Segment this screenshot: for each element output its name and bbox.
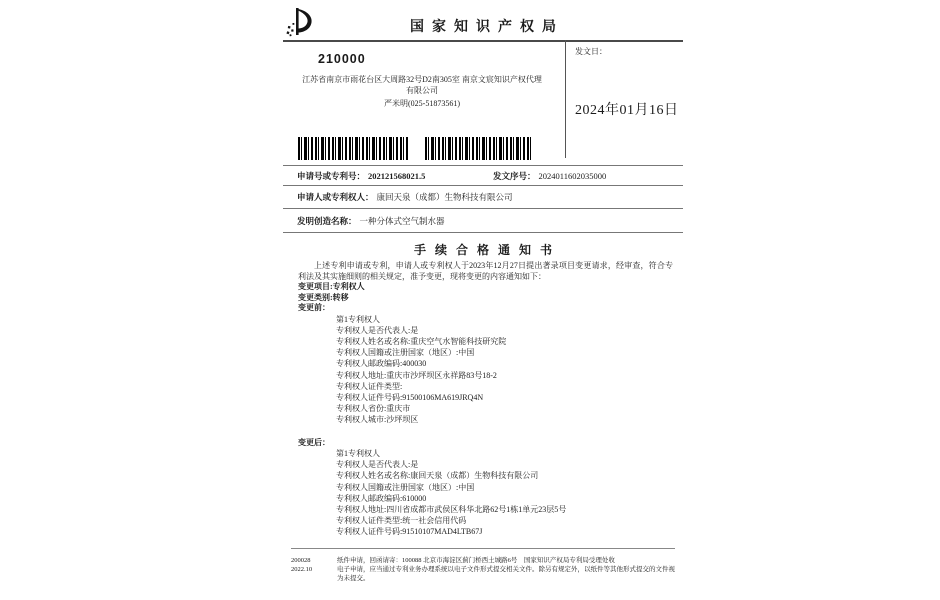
list-item: 专利权人地址:重庆市沙坪坝区永祥路83号18-2 <box>336 370 497 380</box>
list-item: 专利权人证件号码:91500106MA619JRQ4N <box>336 392 484 402</box>
list-item: 专利权人证件类型: <box>336 381 403 391</box>
document-footer <box>291 548 675 583</box>
patent-notice-document <box>283 0 683 600</box>
application-no-label: 申请号或专利号： <box>297 170 366 181</box>
recipient-address: 江苏省南京市雨花台区大周路32号D2南305室 南京文宸知识产权代理有限公司 <box>302 75 542 95</box>
form-code: 200028 <box>291 557 311 564</box>
form-date: 2022.10 <box>291 566 313 573</box>
list-item: 专利权人邮政编码:610000 <box>336 493 427 503</box>
application-no-value: 202121568021.5 <box>368 170 426 181</box>
applicant-label: 申请人或专利权人： <box>297 192 374 202</box>
applicant-value: 康回天泉（成都）生物科技有限公司 <box>376 192 513 202</box>
row-applicant <box>283 186 683 209</box>
after-change-label: 变更后： <box>298 437 330 447</box>
invention-name-label: 发明创造名称： <box>297 215 357 226</box>
list-item: 专利权人姓名或名称:重庆空气水智能科技研究院 <box>336 336 507 346</box>
dispatch-box-divider <box>565 40 566 158</box>
notice-title: 手续合格通知书 <box>413 243 561 257</box>
invention-name-value: 一种分体式空气制水器 <box>359 215 445 226</box>
body-paragraph: 上述专利申请或专利，申请人或专利权人于2023年12月27日提出著录项目变更请求，经审查，符合专利法及其实施细则的相关规定，准予变更，现将变更的内容通知如下： <box>298 261 673 281</box>
footer-line-2: 电子申请，应当通过专利业务办理系统以电子文件形式提交相关文件。除另有规定外，以纸件等其他形式提交的文件视为未提交。 <box>337 566 675 582</box>
recipient-postal-code: 210000 <box>318 52 366 66</box>
section-gap <box>298 426 673 438</box>
list-item: 专利权人姓名或名称:康回天泉（成都）生物科技有限公司 <box>336 471 539 481</box>
list-item: 第1专利权人 <box>336 449 380 459</box>
dispatch-no-label: 发文序号： <box>493 170 536 181</box>
row-application-number <box>283 165 683 186</box>
list-item: 专利权人邮政编码:400030 <box>336 359 427 369</box>
before-change-list <box>336 314 673 426</box>
barcode-application-number <box>298 137 408 160</box>
notice-body <box>298 261 673 538</box>
dispatch-date-value: 2024年01月16日 <box>575 103 679 118</box>
header-rule <box>283 40 683 42</box>
recipient-contact: 严米明(025-51873561) <box>384 99 460 108</box>
change-item-line: 变更项目:专利权人 <box>298 282 365 291</box>
list-item: 专利权人是否代表人:是 <box>336 325 419 335</box>
list-item: 专利权人省份:重庆市 <box>336 404 411 414</box>
office-name: 国家知识产权局 <box>410 20 564 35</box>
list-item: 专利权人证件号码:91510107MAD4LTB67J <box>336 527 483 537</box>
footer-instructions <box>337 556 675 583</box>
list-item: 专利权人地址:四川省成都市武侯区科华北路62号1栋1单元23层5号 <box>336 505 567 515</box>
form-code-block <box>291 556 337 583</box>
list-item: 专利权人是否代表人:是 <box>336 460 419 470</box>
recipient-block <box>283 52 561 109</box>
dispatch-date-label: 发文日： <box>575 47 607 56</box>
list-item: 专利权人城市:沙坪坝区 <box>336 415 419 425</box>
dispatch-no-value: 2024011602035000 <box>538 170 607 181</box>
barcode-dispatch-number <box>425 137 533 160</box>
footer-line-1: 纸件申请，回函请寄：100088 北京市海淀区蓟门桥西土城路6号 国家知识产权局专利局受理处收 <box>337 557 615 564</box>
list-item: 专利权人国籍或注册国家（地区）:中国 <box>336 348 475 358</box>
row-invention-name <box>283 209 683 233</box>
dispatch-date-box <box>575 46 679 119</box>
change-type-line: 变更类别:转移 <box>298 292 349 302</box>
list-item: 专利权人国籍或注册国家（地区）:中国 <box>336 482 475 492</box>
list-item: 专利权人证件类型:统一社会信用代码 <box>336 516 467 526</box>
dispatch-no-group <box>493 166 606 185</box>
after-change-list <box>336 448 673 538</box>
list-item: 第1专利权人 <box>336 314 380 324</box>
field-rows <box>283 165 683 233</box>
before-change-label: 变更前： <box>298 303 330 312</box>
